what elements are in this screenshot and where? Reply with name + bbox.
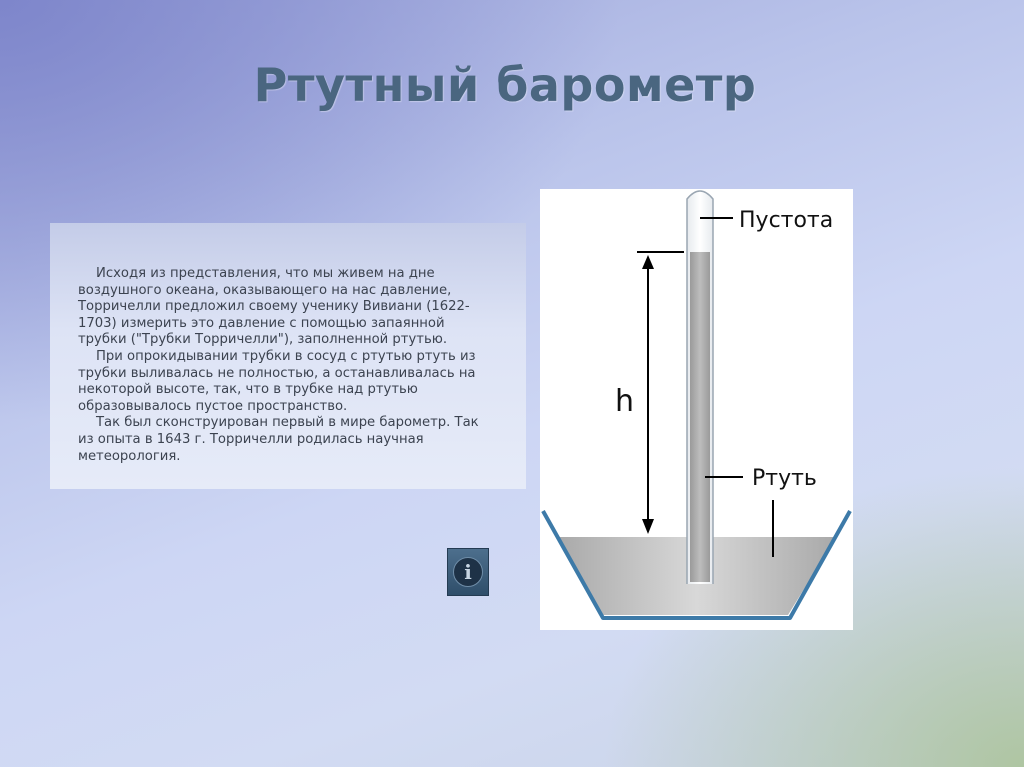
arrow-down-icon bbox=[642, 519, 654, 534]
paragraph-2: При опрокидывании трубки в сосуд с ртутью ртуть из трубки выливалась не полностью, а останавливалась на некоторой высоте, так, что в трубке над ртутью образовывалось пустое пространство. bbox=[78, 348, 476, 414]
label-mercury: Ртуть bbox=[752, 466, 817, 491]
barometer-svg bbox=[540, 189, 853, 630]
arrow-up-icon bbox=[642, 255, 654, 269]
description-textbox bbox=[50, 223, 526, 489]
info-icon: i bbox=[453, 557, 483, 587]
label-void: Пустота bbox=[739, 208, 834, 233]
slide-title: Ртутный барометр bbox=[253, 58, 757, 112]
mercury-column bbox=[690, 252, 710, 582]
info-button[interactable] bbox=[447, 548, 489, 596]
paragraph-3: Так был сконструирован первый в мире барометр. Так из опыта в 1643 г. Торричелли родилась научная метеорология. bbox=[78, 415, 479, 464]
paragraph-1: Исходя из представления, что мы живем на дне воздушного океана, оказывающего на нас давление, Торричелли предложил своему ученику Вивиани (1622-1703) измерить это давление с помощью запаянной трубки ("Трубки Торричелли"), заполненной ртутью. bbox=[78, 266, 470, 348]
barometer-diagram bbox=[540, 189, 853, 630]
label-height: h bbox=[615, 384, 635, 419]
